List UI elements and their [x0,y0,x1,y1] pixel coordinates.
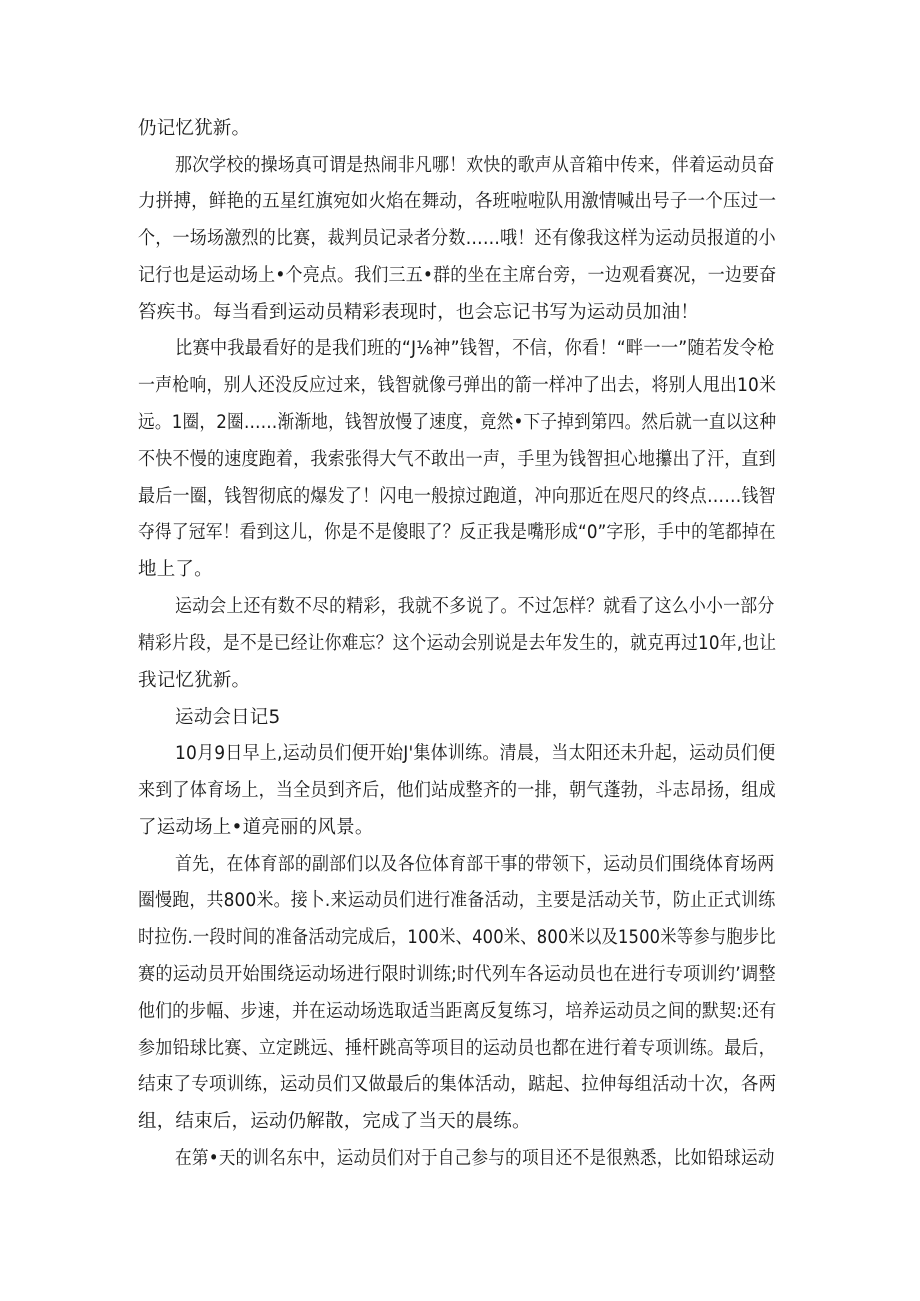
text-line: 运动会上还有数不尽的精彩，我就不多说了。不过怎样？就看了这么小小一部分 [175,596,775,617]
text-line: 在第•天的训名东中，运动员们对于自己参与的项目还不是很熟悉，比如铅球运动 [175,1148,775,1169]
text-line: 结束了专项训练，运动员们又做最后的集体活动，踮起、拉伸每组活动十次，各两 [138,1074,777,1095]
text-line: 他们的步幅、步速，并在运动场选取适当距离反复练习，培养运动员之间的默契:还有 [138,1001,777,1022]
text-line: 圈慢跑，共800米。接卜.来运动员们进行准备活动，主要是活动关节，防止正式训练 [138,890,776,911]
text-line: 最后一圈，钱智彻底的爆发了！闪电一般掠过跑道，冲向那近在咫尺的终点……钱智 [138,486,776,507]
text-line: 来到了体育场上，当全员到齐后，他们站成整齐的一排，朝气蓬勃，斗志昂扬，组成 [138,780,776,801]
section-heading: 运动会日记5 [175,707,281,728]
text-line: 笞疾书。每当看到运动员精彩表现时，也会忘记书写为运动员加油！ [138,302,700,323]
text-line: 力拼搏，鲜艳的五星红旗宛如火焰在舞动，各班啦啦队用激情喊出号子一个压过一 [138,191,777,212]
text-line: 组，结束后，运动仍解散，完成了当天的晨练。 [138,1111,531,1132]
text-line: 远。1圈，2圈……渐渐地，钱智放慢了速度，竟然•下子掉到第四。然后就一直以这种 [138,412,777,433]
text-line: 参加铅球比赛、立定跳远、捶杆跳高等项目的运动员也都在进行着专项训练。最后， [138,1038,776,1059]
text-line: 首先，在体育部的副部们以及各位体育部干事的带领下，运动员们围绕体育场两 [175,854,775,875]
text-line: 了运动场上•道亮丽的风景。 [138,817,374,838]
text-line: 记行也是运动场上•个亮点。我们三五•群的坐在主席台旁，一边观看赛况，一边要奋 [138,265,777,286]
text-line: 比赛中我最看好的是我们班的“J⅛神”钱智，不信，你看！“畔一一”随若发令枪 [175,338,775,359]
text-line: 个，一场场激烈的比赛，裁判员记录者分数……哦！还有像我这样为运动员报道的小 [138,228,776,249]
text-line: 时拉伤.一段时间的准备活动完成后，100米、400米、800米以及1500米等参与胞步比 [138,927,776,948]
text-line: 地上了。 [138,559,213,580]
text-line: 仍记忆犹新。 [138,118,251,139]
text-line: 我记忆犹新。 [138,670,251,691]
text-line: 不快不慢的速度跑着，我索张得大气不敢出一声，手里为钱智担心地攥出了汗，直到 [138,449,776,470]
text-line: 夺得了冠军！看到这儿，你是不是傻眼了？反正我是嘴形成“0”字形，手中的笔都掉在 [138,522,776,543]
text-line: 那次学校的操场真可谓是热闹非凡哪！欢快的歌声从音箱中传来，伴着运动员奋 [175,155,775,176]
text-line: 一声枪响，别人还没反应过来，钱智就像弓弹出的箭一样冲了出去，将别人甩出10米 [138,375,777,396]
text-line: 精彩片段，是不是已经让你难忘？这个运动会别说是去年发生的，就克再过10年,也让 [138,633,777,654]
text-line: 赛的运动员开始围绕运动场进行限时训练;时代列车各运动员也在进行专项训约’调整 [138,964,776,985]
text-line: 10月9日早上,运动员们便开始J'集体训练。清晨，当太阳还未升起，运动员们便 [175,743,776,764]
